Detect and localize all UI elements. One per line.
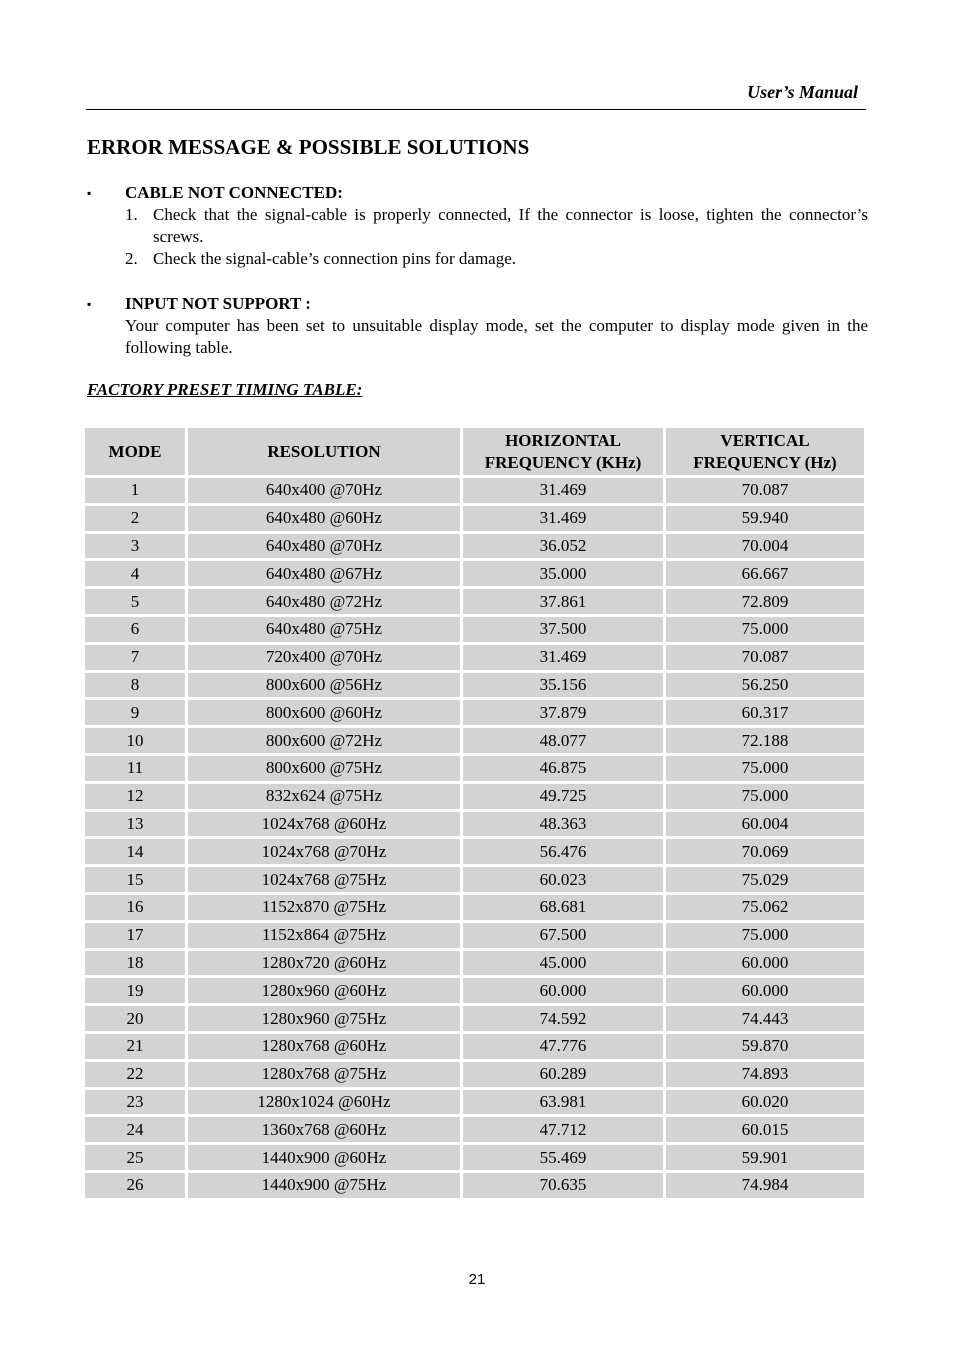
cell-horizontal-frequency: 37.861 [463, 589, 663, 614]
cell-horizontal-frequency: 31.469 [463, 506, 663, 531]
cell-vertical-frequency: 66.667 [666, 561, 864, 586]
cell-vertical-frequency: 74.443 [666, 1006, 864, 1031]
cell-vertical-frequency: 75.062 [666, 895, 864, 920]
cell-vertical-frequency: 74.893 [666, 1062, 864, 1087]
cell-horizontal-frequency: 48.077 [463, 728, 663, 753]
cell-horizontal-frequency: 49.725 [463, 784, 663, 809]
cell-resolution: 1024x768 @60Hz [188, 812, 460, 837]
cell-vertical-frequency: 56.250 [666, 673, 864, 698]
cell-horizontal-frequency: 60.000 [463, 978, 663, 1003]
table-row [85, 1145, 864, 1170]
table-row [85, 1062, 864, 1087]
table-row [85, 700, 864, 725]
table-row [85, 812, 864, 837]
cell-vertical-frequency: 70.087 [666, 478, 864, 503]
cell-resolution: 1280x960 @75Hz [188, 1006, 460, 1031]
cable-step [125, 248, 868, 270]
cell-mode: 4 [85, 561, 185, 586]
cell-vertical-frequency: 59.901 [666, 1145, 864, 1170]
table-row [85, 561, 864, 586]
cell-resolution: 1280x768 @75Hz [188, 1062, 460, 1087]
table-row [85, 1117, 864, 1142]
cell-horizontal-frequency: 37.500 [463, 617, 663, 642]
table-row [85, 951, 864, 976]
input-not-support-section [87, 293, 868, 359]
table-row [85, 1034, 864, 1059]
cell-vertical-frequency: 72.188 [666, 728, 864, 753]
cell-mode: 5 [85, 589, 185, 614]
cable-not-connected-heading: CABLE NOT CONNECTED: [125, 183, 343, 202]
header-rule [86, 109, 866, 110]
cell-mode: 9 [85, 700, 185, 725]
input-not-support-heading: INPUT NOT SUPPORT : [125, 294, 311, 313]
cell-mode: 21 [85, 1034, 185, 1059]
cell-vertical-frequency: 75.000 [666, 756, 864, 781]
cell-resolution: 1024x768 @75Hz [188, 867, 460, 892]
cell-mode: 20 [85, 1006, 185, 1031]
cell-mode: 23 [85, 1090, 185, 1115]
cell-horizontal-frequency: 48.363 [463, 812, 663, 837]
cell-mode: 7 [85, 645, 185, 670]
cell-horizontal-frequency: 63.981 [463, 1090, 663, 1115]
cell-mode: 2 [85, 506, 185, 531]
cell-resolution: 800x600 @56Hz [188, 673, 460, 698]
cell-resolution: 800x600 @72Hz [188, 728, 460, 753]
cell-mode: 8 [85, 673, 185, 698]
cell-resolution: 800x600 @75Hz [188, 756, 460, 781]
cell-vertical-frequency: 75.000 [666, 617, 864, 642]
cell-mode: 1 [85, 478, 185, 503]
header-horizontal-frequency: HORIZONTAL FREQUENCY (KHz) [463, 428, 663, 475]
step-text: Check that the signal-cable is properly connected, If the connector is loose, tighten the connector’s screws. [153, 205, 868, 246]
cell-horizontal-frequency: 45.000 [463, 951, 663, 976]
cell-vertical-frequency: 60.004 [666, 812, 864, 837]
cell-vertical-frequency: 60.000 [666, 978, 864, 1003]
cell-vertical-frequency: 60.317 [666, 700, 864, 725]
cell-resolution: 640x480 @60Hz [188, 506, 460, 531]
cell-resolution: 1152x870 @75Hz [188, 895, 460, 920]
cell-vertical-frequency: 72.809 [666, 589, 864, 614]
step-number: 2. [125, 249, 138, 268]
cell-mode: 22 [85, 1062, 185, 1087]
running-header: User’s Manual [747, 82, 858, 102]
table-row [85, 673, 864, 698]
cell-vertical-frequency: 59.940 [666, 506, 864, 531]
table-row [85, 867, 864, 892]
cell-resolution: 640x480 @67Hz [188, 561, 460, 586]
section-title: ERROR MESSAGE & POSSIBLE SOLUTIONS [87, 135, 530, 159]
cell-vertical-frequency: 60.015 [666, 1117, 864, 1142]
cell-mode: 3 [85, 534, 185, 559]
cell-resolution: 1360x768 @60Hz [188, 1117, 460, 1142]
cell-horizontal-frequency: 46.875 [463, 756, 663, 781]
cell-resolution: 1280x960 @60Hz [188, 978, 460, 1003]
cell-resolution: 640x400 @70Hz [188, 478, 460, 503]
table-header-row [85, 428, 864, 475]
cell-resolution: 832x624 @75Hz [188, 784, 460, 809]
table-row [85, 617, 864, 642]
cell-vertical-frequency: 75.000 [666, 923, 864, 948]
header-vertical-frequency: VERTICAL FREQUENCY (Hz) [666, 428, 864, 475]
timing-table [82, 425, 867, 1201]
cell-resolution: 1280x1024 @60Hz [188, 1090, 460, 1115]
cell-horizontal-frequency: 56.476 [463, 839, 663, 864]
table-row [85, 645, 864, 670]
cell-mode: 15 [85, 867, 185, 892]
step-number: 1. [125, 205, 138, 224]
cell-mode: 16 [85, 895, 185, 920]
cell-horizontal-frequency: 74.592 [463, 1006, 663, 1031]
timing-table-body [85, 478, 864, 1198]
table-row [85, 784, 864, 809]
cell-resolution: 1152x864 @75Hz [188, 923, 460, 948]
cell-horizontal-frequency: 31.469 [463, 478, 663, 503]
cell-horizontal-frequency: 70.635 [463, 1173, 663, 1198]
table-row [85, 1173, 864, 1198]
cell-horizontal-frequency: 35.156 [463, 673, 663, 698]
table-row [85, 1006, 864, 1031]
cell-vertical-frequency: 59.870 [666, 1034, 864, 1059]
cell-vertical-frequency: 70.004 [666, 534, 864, 559]
cell-resolution: 1280x720 @60Hz [188, 951, 460, 976]
cell-vertical-frequency: 74.984 [666, 1173, 864, 1198]
cell-mode: 13 [85, 812, 185, 837]
cell-vertical-frequency: 60.020 [666, 1090, 864, 1115]
cell-horizontal-frequency: 55.469 [463, 1145, 663, 1170]
cell-mode: 18 [85, 951, 185, 976]
header-mode: MODE [85, 428, 185, 475]
cell-vertical-frequency: 70.087 [666, 645, 864, 670]
cell-horizontal-frequency: 37.879 [463, 700, 663, 725]
cell-mode: 12 [85, 784, 185, 809]
table-row [85, 895, 864, 920]
bullet-square-icon: ▪ [87, 186, 92, 200]
cell-horizontal-frequency: 36.052 [463, 534, 663, 559]
page-number: 21 [468, 1271, 486, 1288]
cell-mode: 17 [85, 923, 185, 948]
cell-horizontal-frequency: 68.681 [463, 895, 663, 920]
cell-horizontal-frequency: 31.469 [463, 645, 663, 670]
cell-resolution: 640x480 @70Hz [188, 534, 460, 559]
cell-vertical-frequency: 75.000 [666, 784, 864, 809]
cell-resolution: 640x480 @72Hz [188, 589, 460, 614]
cell-resolution: 800x600 @60Hz [188, 700, 460, 725]
table-row [85, 589, 864, 614]
cell-vertical-frequency: 70.069 [666, 839, 864, 864]
table-row [85, 728, 864, 753]
cell-resolution: 720x400 @70Hz [188, 645, 460, 670]
cell-resolution: 640x480 @75Hz [188, 617, 460, 642]
table-row [85, 534, 864, 559]
cell-horizontal-frequency: 60.289 [463, 1062, 663, 1087]
cell-mode: 14 [85, 839, 185, 864]
step-text: Check the signal-cable’s connection pins for damage. [153, 249, 517, 268]
table-row [85, 923, 864, 948]
cell-mode: 10 [85, 728, 185, 753]
bullet-square-icon: ▪ [87, 297, 92, 311]
cell-resolution: 1024x768 @70Hz [188, 839, 460, 864]
cell-horizontal-frequency: 47.712 [463, 1117, 663, 1142]
table-row [85, 478, 864, 503]
input-not-support-text: Your computer has been set to unsuitable display mode, set the computer to display mode given in the following table. [125, 316, 868, 357]
table-row [85, 1090, 864, 1115]
table-row [85, 756, 864, 781]
header-resolution: RESOLUTION [188, 428, 460, 475]
cell-horizontal-frequency: 35.000 [463, 561, 663, 586]
cell-mode: 19 [85, 978, 185, 1003]
cell-mode: 26 [85, 1173, 185, 1198]
cell-mode: 6 [85, 617, 185, 642]
cell-horizontal-frequency: 67.500 [463, 923, 663, 948]
cell-resolution: 1280x768 @60Hz [188, 1034, 460, 1059]
cell-mode: 11 [85, 756, 185, 781]
table-caption: FACTORY PRESET TIMING TABLE: [87, 380, 363, 399]
cell-vertical-frequency: 60.000 [666, 951, 864, 976]
table-row [85, 506, 864, 531]
table-row [85, 978, 864, 1003]
cell-mode: 25 [85, 1145, 185, 1170]
cable-step [125, 204, 868, 248]
cell-horizontal-frequency: 60.023 [463, 867, 663, 892]
cell-resolution: 1440x900 @60Hz [188, 1145, 460, 1170]
cable-not-connected-section [87, 182, 868, 270]
cell-resolution: 1440x900 @75Hz [188, 1173, 460, 1198]
cell-vertical-frequency: 75.029 [666, 867, 864, 892]
table-row [85, 839, 864, 864]
cell-horizontal-frequency: 47.776 [463, 1034, 663, 1059]
cell-mode: 24 [85, 1117, 185, 1142]
